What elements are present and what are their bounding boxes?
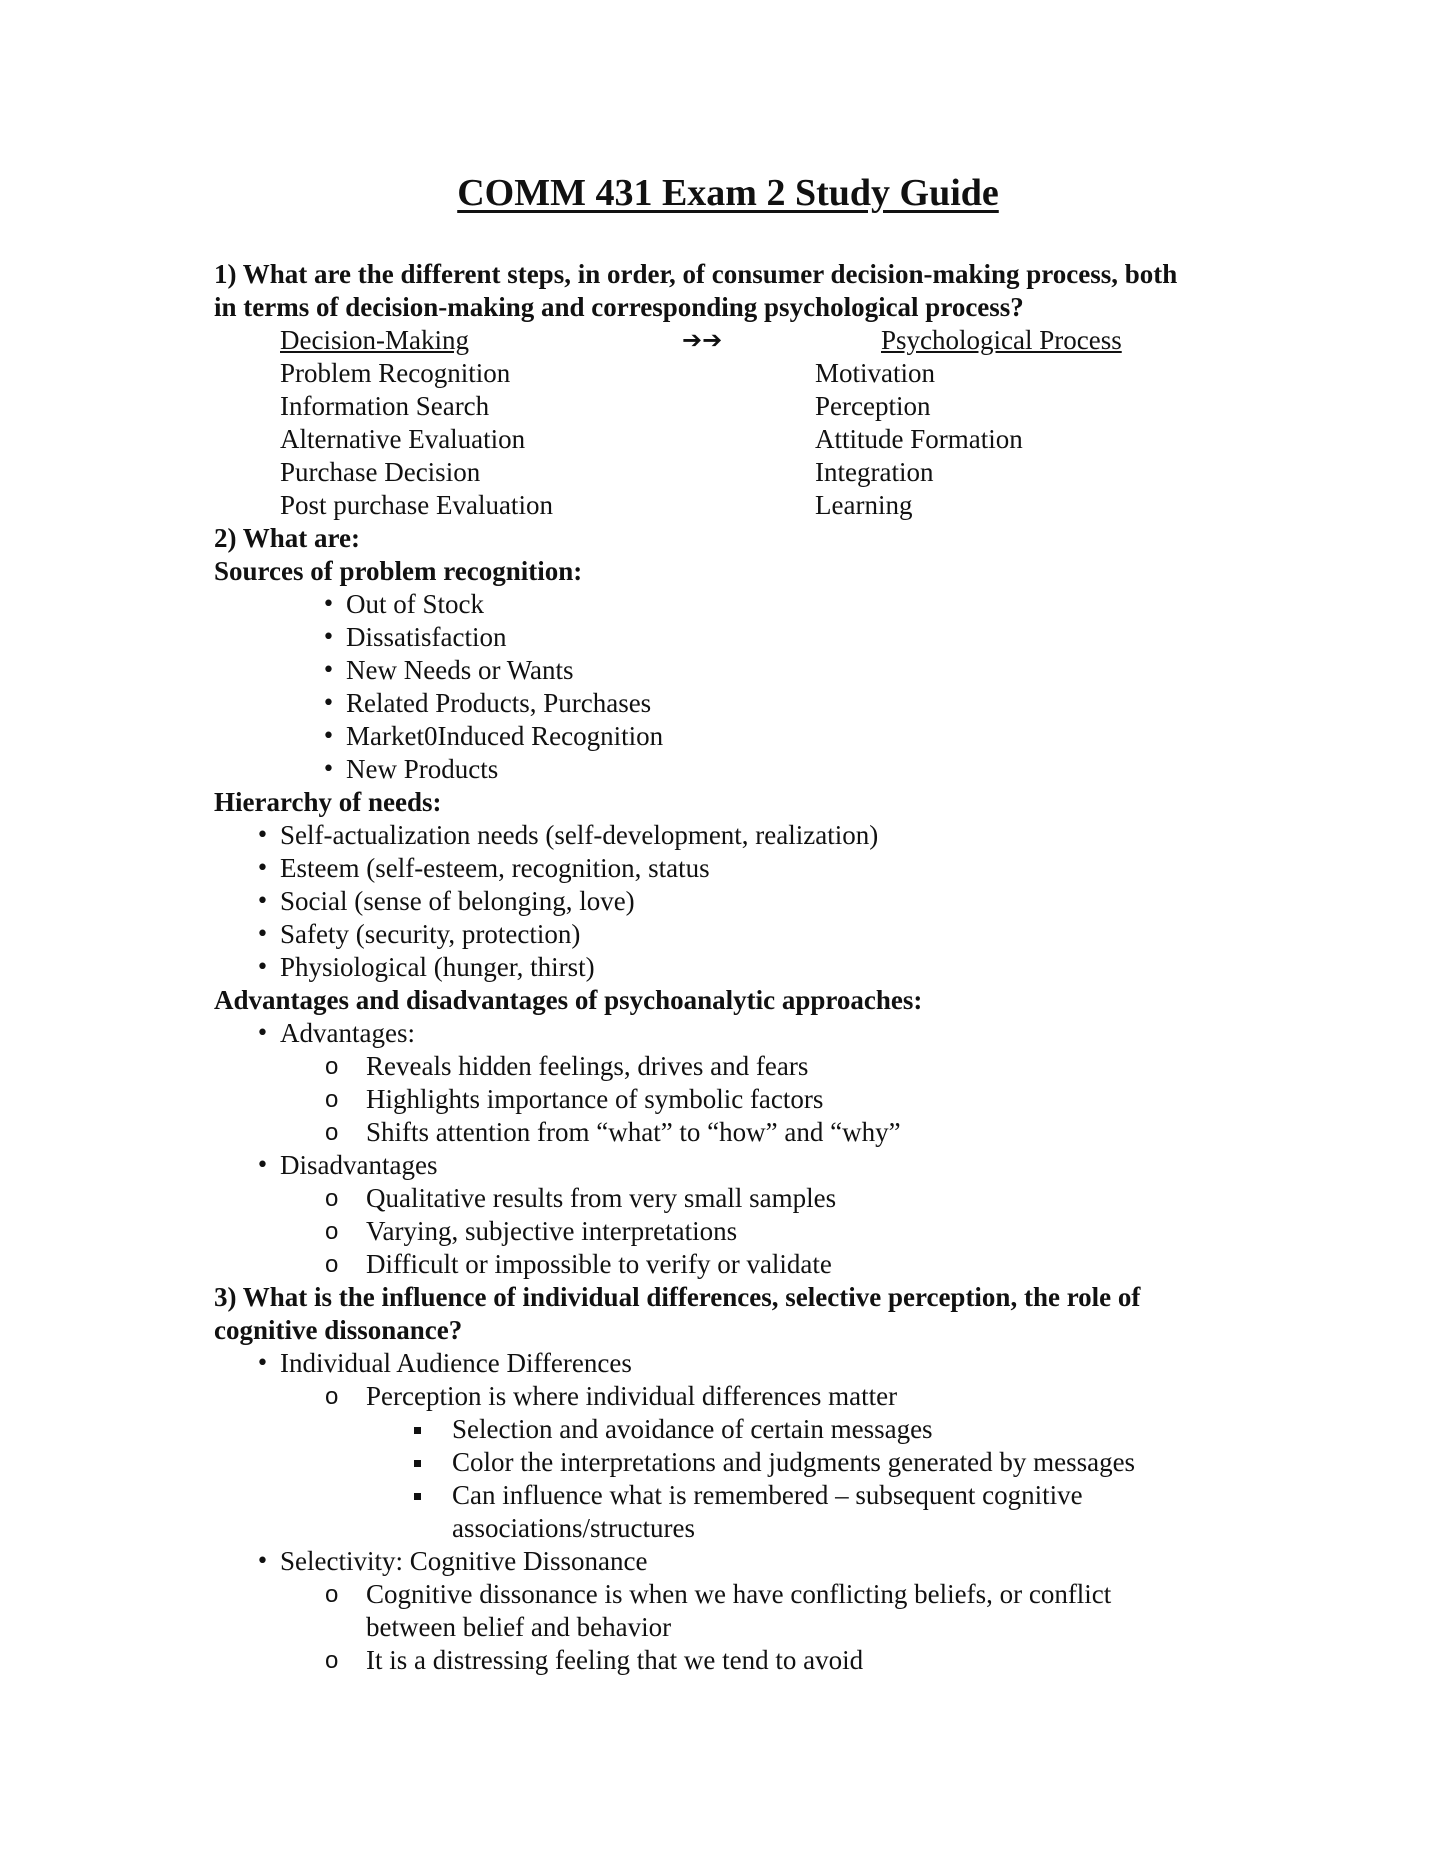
question-1-heading — [214, 258, 1254, 324]
question-1-heading-line-2: in terms of decision-making and corresponding psychological process? — [214, 292, 1024, 322]
list-item — [280, 1545, 1254, 1677]
question-2-heading: 2) What are: — [214, 523, 360, 553]
question-3-heading — [214, 1281, 1254, 1347]
list-item: • Physiological (hunger, thirst) — [280, 951, 1254, 984]
decision-step: Alternative Evaluation — [280, 424, 526, 454]
list-item — [280, 1017, 1254, 1149]
list-item: Can influence what is remembered – subsequent cognitive associations/structures — [452, 1479, 1132, 1545]
psychoanalytic-list — [280, 1017, 1254, 1281]
decision-process-header-row — [280, 324, 1180, 357]
psychological-step: Motivation — [815, 358, 935, 388]
disadvantages-list — [366, 1182, 1254, 1281]
selectivity-list — [366, 1578, 1166, 1677]
decision-step: Purchase Decision — [280, 457, 481, 487]
list-item: o Qualitative results from very small samples — [366, 1182, 1254, 1215]
list-item: o Shifts attention from “what” to “how” and “why” — [366, 1116, 1254, 1149]
list-item: o Highlights importance of symbolic factors — [366, 1083, 1254, 1116]
list-item: o It is a distressing feeling that we tend to avoid — [366, 1644, 1166, 1677]
decision-process-row — [280, 456, 1180, 489]
list-item: o Difficult or impossible to verify or validate — [366, 1248, 1254, 1281]
psychoanalytic-heading: Advantages and disadvantages of psychoanalytic approaches: — [214, 985, 923, 1015]
list-item: • Dissatisfaction — [346, 621, 1254, 654]
list-item: • Related Products, Purchases — [346, 687, 1254, 720]
list-item: • Esteem (self-esteem, recognition, status — [280, 852, 1254, 885]
list-item — [280, 1347, 1254, 1545]
sources-heading: Sources of problem recognition: — [214, 556, 583, 586]
psychological-step: Perception — [815, 391, 931, 421]
psychological-step: Integration — [815, 457, 934, 487]
list-item: o Reveals hidden feelings, drives and fears — [366, 1050, 1254, 1083]
list-item: • Social (sense of belonging, love) — [280, 885, 1254, 918]
decision-step: Post purchase Evaluation — [280, 490, 553, 520]
perception-sub-list — [452, 1413, 1212, 1545]
hierarchy-list — [280, 819, 1254, 984]
decision-step: Information Search — [280, 391, 490, 421]
decision-step: Problem Recognition — [280, 358, 511, 388]
advantages-list — [366, 1050, 1254, 1149]
selectivity-label: Selectivity: Cognitive Dissonance — [280, 1546, 648, 1576]
list-item: • New Needs or Wants — [346, 654, 1254, 687]
decision-process-row — [280, 423, 1180, 456]
psychological-step: Learning — [815, 490, 913, 520]
document-title: COMM 431 Exam 2 Study Guide — [457, 172, 999, 214]
arrows-glyph: ➔➔ — [682, 326, 723, 354]
document-body — [214, 258, 1254, 1677]
question-3-heading-line-2: cognitive dissonance? — [214, 1315, 463, 1345]
list-item: Color the interpretations and judgments generated by messages — [452, 1446, 1212, 1479]
advantages-label: Advantages: — [280, 1018, 415, 1048]
decision-process-row — [280, 357, 1180, 390]
decision-process-row — [280, 390, 1180, 423]
decision-making-column-header: Decision-Making — [280, 325, 469, 355]
list-item: • New Products — [346, 753, 1254, 786]
perception-item: Perception is where individual differences matter — [366, 1381, 898, 1411]
psychological-process-column-header: Psychological Process — [881, 325, 1122, 355]
hierarchy-heading: Hierarchy of needs: — [214, 787, 442, 817]
question-3-list — [280, 1347, 1254, 1677]
list-item: o Cognitive dissonance is when we have conflicting beliefs, or conflict between belief and behavior — [366, 1578, 1166, 1644]
decision-process-row — [280, 489, 1180, 522]
list-item: Selection and avoidance of certain messages — [452, 1413, 1212, 1446]
individual-differences-label: Individual Audience Differences — [280, 1348, 632, 1378]
list-item: • Self-actualization needs (self-development, realization) — [280, 819, 1254, 852]
list-item: • Out of Stock — [346, 588, 1254, 621]
decision-process-table — [280, 324, 1180, 522]
individual-differences-list — [366, 1380, 1254, 1545]
list-item — [366, 1380, 1254, 1545]
list-item: o Varying, subjective interpretations — [366, 1215, 1254, 1248]
sources-list — [346, 588, 1254, 786]
question-3-heading-line-1: 3) What is the influence of individual differences, selective perception, the role of — [214, 1282, 1141, 1312]
disadvantages-label: Disadvantages — [280, 1150, 438, 1180]
list-item: • Safety (security, protection) — [280, 918, 1254, 951]
list-item — [280, 1149, 1254, 1281]
psychological-step: Attitude Formation — [815, 424, 1023, 454]
question-1-heading-line-1: 1) What are the different steps, in order, of consumer decision-making process, both — [214, 259, 1178, 289]
list-item: • Market0Induced Recognition — [346, 720, 1254, 753]
